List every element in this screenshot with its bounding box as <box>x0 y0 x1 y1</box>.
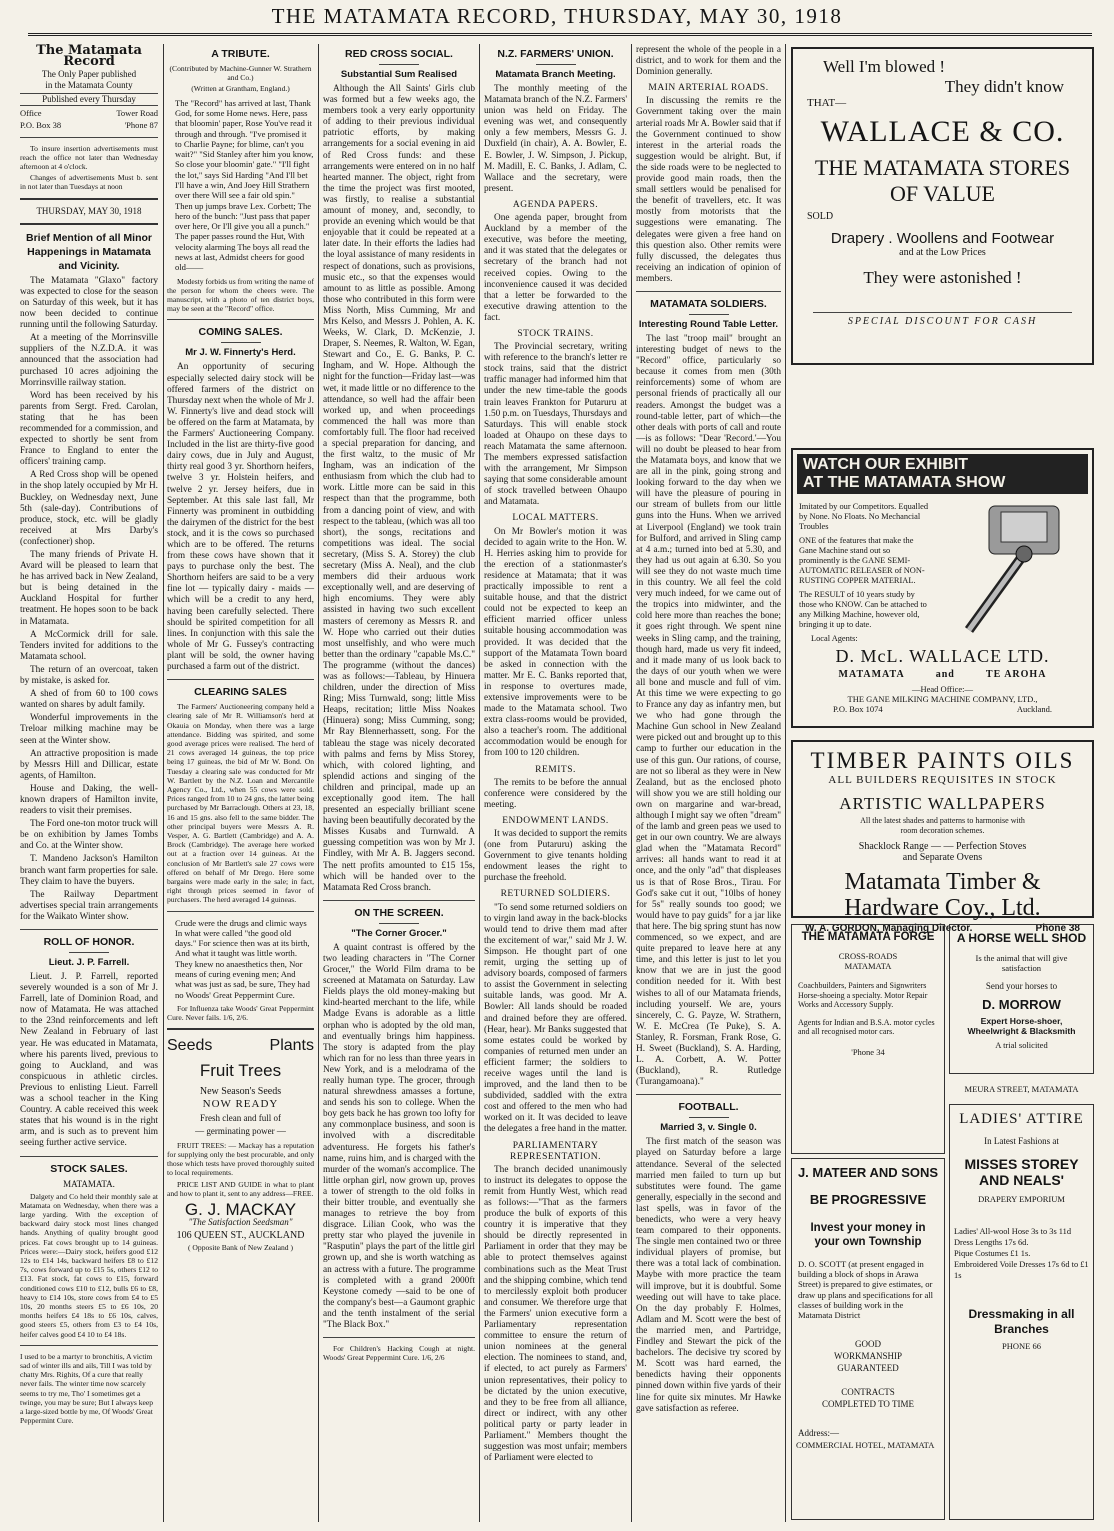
tribute-origin: (Written at Grantham, England.) <box>191 84 290 94</box>
timber-advert <box>791 740 1094 934</box>
gane-banner-line-1: WATCH OUR EXHIBIT <box>803 456 969 473</box>
remits-text: The remits to be before the annual conference were considered by the meeting. <box>484 777 627 810</box>
timber-requisites: ALL BUILDERS REQUISITES IN STOCK <box>828 774 1057 786</box>
column-4 <box>484 45 627 1521</box>
gane-banner-line-2: AT THE MATAMATA SHOW <box>803 474 1006 491</box>
stock-sales-text: Dalgety and Co held their monthly sale at Matamata on Wednesday, when there was a large yarding. With the exception of backward dairy stock most lines changed hands. Anything of quality brought good prices. Fat cows brought up to 14 guineas. Prices were:—Dairy stock, heifers good £12 12s to £14 14s, backward heifers £8 to £12 7s, cows forward up to £15 5s, others £12 to £13. Fat stock, fat cows to £15, forward conditioned cows £10 to £12, bulls £6 to £8, heavy to £14 10s, store cows from £4 to £5 10s, 20 months steers £5 to £6 10s, 20 months heifers £4 18s to £6 10s, calves, good steers £5, others from £3 to £4 10s, heifer calves good £4 10 to £4 18s. <box>20 1191 158 1339</box>
gane-city: Auckland. <box>1016 704 1052 714</box>
germination-label: — germinating power — <box>195 1125 286 1136</box>
news-item: Word has been received by his parents from Sergt. Fred. Carolan, stating that he has been recommended for a commission, and expected to shortly be sent from France to England to enter the officers' training camp. <box>20 390 158 468</box>
mackay-address: 106 QUEEN ST., AUCKLAND <box>176 1230 305 1242</box>
brief-mention-heading: Brief Mention of all Minor Happenings in Matamata and Vicinity. <box>26 231 152 272</box>
plants-label: Plants <box>269 1037 314 1055</box>
timber-director: W. A. GORDON, Managing Director. <box>805 923 973 934</box>
news-item: The many friends of Private H. Avard will be pleased to learn that he has arrived back in New Zealand, but is being detained in the Auckland Hospital for further treatment. He hopes soon to be back in Matamata. <box>20 550 158 627</box>
masthead: THE MATAMATA RECORD, THURSDAY, MAY 30, 1918 <box>271 4 843 28</box>
gane-agent-town-2: TE AROHA <box>985 669 1047 680</box>
wallace-line-1: Well I'm blowed ! <box>823 57 946 76</box>
news-item: A Red Cross shop will be opened in the shop lately occupied by Mr H. Buckley, on Wednesday next, June 5th (sale-day). Contributions of produce, stock, etc. will be gladly received at Mrs Darby's (confectioner) shop. <box>20 470 158 547</box>
wallace-astonished: They were astonished ! <box>863 268 1022 287</box>
gane-box: P.O. Box 1074 <box>833 704 883 714</box>
red-cross-heading: RED CROSS SOCIAL. <box>345 48 453 60</box>
horse-address-box <box>949 1078 1094 1100</box>
coming-sales-text: An opportunity of securing especially selected dairy stock will be offered farmers of the district on Thursday next when the whole of Mr J. W. Finnerty's live and dead stock will be offered on the farm at Matamata, by the Farmers' Auctioneering Company. Included in the list are thirty-five good dairy cows, due in July and August, thirty real good 3 yr. Shorthorn heifers, twelve 3 yr. Holstein heifers, and twelve 2 yr. Jersey heifers, due in September. At this sale last fall, Mr Finnerty was prominent in outbidding the dairymen of the district for the best stock, and it is the cows so purchased which are to be offered. The returns from these cows have shown that it pays to purchase only the best. The Shorthorn heifers are said to be a very fine lot — typically dairy - maids — which will be a credit to any herd, having been carefully selected. There should be spirited competition for all lines. In conjunction with this sale the whole of Mr G. Fussey's contracting plant will be sold, the owner having purchased a farm out of the district. <box>167 362 314 672</box>
news-item: The return of an overcoat, taken by mistake, is asked for. <box>20 664 158 687</box>
wallace-goods: Drapery . Woollens and Footwear <box>830 230 1055 247</box>
agenda-text: One agenda paper, brought from Auckland by a member of the executive, was before the meeting, and it was stated that the delegates or secretary of the branch had not received copies. Owing to the inconvenience caused it was decided that a letter be forwarded to the executive drawing attention to the fact. <box>484 213 627 323</box>
timber-wallpapers: ARTISTIC WALLPAPERS <box>839 794 1046 813</box>
wallace-discount: SPECIAL DISCOUNT FOR CASH <box>813 312 1072 327</box>
red-cross-text: Although the All Saints' Girls club was formed but a few weeks ago, the members took a very early opportunity of adding to their previous individual patriotic efforts, by making arrangements for a social evening in aid of Red Cross funds: and these arrangements were entered on in no half hearted manner. The object, right from the time the project was first mooted, was firstly, to realise a substantial amount of money, and, secondly, to provide an evening which would be that enjoyable that it could be repeated at a later date. In their efforts the ladies had the loyal assistance of many residents in respect of donations, such as provisions, music etc., so that the expenses would amount to as little as possible. Among those who contributed in this form were Miss North, Miss Cumming, Mr and Mrs Kelso, and Messrs J. Pohlen, A. K. Weeks, W. Clark, D. McKenzie, J. Draper, S. Neemes, R. Walton, W. Egan, Stewart and Co., E. G. Banks, P. C. Ingham, and W. Hope. Although the night for the function—Friday last—was wet, it made little or no difference to the attendance, so well had the affair been worked up, and when proceedings commenced the hall was more than comfortably full. The floor had received a special preparation for dancing, and the first waltz, to the music of Mr Ingham, was an indication of the enthusiasm from which the club had to work. Little more can be said in this respect than that the programme, both from a dancing point of view, and with respect to the tableau, (which was all too short), the songs, recitations and competitions was ideal. The social secretary, (Miss S. A. Storey) the club secretary (Miss A. Neal), and the club members did their arduous work exceptionally well, and are deserving of high encomiums. They were ably assisted in having two such excellent masters of ceremony as Messrs R. and W. Hope who carried out their duties most unselfishly, and who were much better than the ordinary "capable Ms.C." The programme (without the dances) was as follows:—Tableau, by Hinuera children, under the direction of Miss Ring; Miss Turnwald, song; little Miss Heaps, recitation; little Miss Noakes (Hinuera) song; Miss Cumming, song; Mr Ray Blennerhassett, song. For the tableau the stage was nicely decorated with palms and ferns by Miss Storey, which, with colored lighting, and splendid actions and singing of the children and principal, made up an exceptionally good item. The hall presented an especially brilliant scene having been beautifully decorated by the Misses Kusabs and Turnwald. A guessing competition was won by Mr J. Findley, with Mr A. B. Jaggers second. The nett profits amounted to £15 15s, which will be handed over to the Matamata Red Cross branch. <box>323 84 475 893</box>
screen-subheading: "The Corner Grocer." <box>351 927 447 939</box>
coming-sales-heading: COMING SALES. <box>198 326 283 339</box>
wallace-line-3: THAT— <box>807 97 847 109</box>
screen-heading: ON THE SCREEN. <box>354 906 444 919</box>
forge-phone: 'Phone 34 <box>851 1046 885 1057</box>
roll-of-honor-heading: ROLL OF HONOR. <box>43 936 135 949</box>
fruit-trees-label: Fruit Trees <box>199 1061 282 1081</box>
tagline: in the Matamata County <box>45 80 133 91</box>
clearing-sales-text: The Farmers' Auctioneering company held a clearing sale of Mr R. Williamson's herd at Okauia on Monday, when there was a large attendance. Bidding was spirited, and some good average prices were realised. The herd of 21 cows averaged 14 guineas, the top price being 17 guineas, the bid of Mr W. Bond. On Tuesday a clearing sale was conducted for Mr W. Bartlett by the N.Z. Loan and Mercantile Agency Co., Ltd., when 55 cows were sold. Prices ranged from 10 to 24 gns, the latter being purchased by Mr Barraclough. Others at 23, 18, 16 and 15 gns. also fell to the same bidder. The other principal buyers were Messrs A. R. Vesper, A. G. Bartlett (Cambridge) and A. A. Brock (Cambridge). The average here worked out at a fraction over 14 guineas. At the conclusion of Mr Bartlett's sale 27 cows were offered on behalf of Mr Drego. Here some bargains were made early in the sale; in fact, right through prices seemed in favor of purchasers. The herd averaged 14 guineas. <box>167 702 314 905</box>
timber-ovens: and Separate Ovens <box>902 852 983 863</box>
ladies-heading: LADIES' ATTIRE <box>959 1111 1084 1127</box>
news-item: The Railway Department advertises special train arrangements for the Waikato Winter show. <box>20 889 158 922</box>
gane-banner <box>797 454 1088 494</box>
milking-machine-illustration <box>929 498 1084 638</box>
ladies-voile: Embroidered Voile Dresses 17s 6d to £1 1s <box>954 1260 1089 1280</box>
mackay-tagline: "The Satisfaction Seedsman" <box>188 1217 293 1228</box>
soldiers-letter-heading: MATAMATA SOLDIERS. <box>650 297 767 310</box>
gane-advert <box>791 448 1094 728</box>
mateer-workmanship: GOOD WORKMANSHIP GUARANTEED <box>833 1339 902 1374</box>
tribute-heading: A TRIBUTE. <box>211 48 270 60</box>
news-item: T. Mandeno Jackson's Hamilton branch want farm properties for sale. They claim to have the buyers. <box>20 854 158 887</box>
football-heading: FOOTBALL. <box>678 1101 739 1114</box>
mackay-name: G. J. MACKAY <box>184 1199 297 1219</box>
mateer-address: COMMERCIAL HOTEL, MATAMATA <box>796 1440 935 1451</box>
ladies-pique: Pique Costumes £1 1s. <box>954 1249 1031 1258</box>
soldiers-heading: RETURNED SOLDIERS. <box>500 889 611 900</box>
news-item: The Matamata "Glaxo" factory was expected to close for the season on Saturday of this week, but it has now been decided to continue running until the following Saturday. <box>20 275 158 331</box>
news-item: A McCormick drill for sale. Tenders invited for additions to the Matamata school. <box>20 629 158 662</box>
local-heading: LOCAL MATTERS. <box>512 513 599 524</box>
wallace-stores: THE MATAMATA STORES <box>814 155 1071 180</box>
gane-company: THE GANE MILKING MACHINE COMPANY, LTD., <box>847 694 1038 704</box>
news-item: Wonderful improvements in the Treloar milking machine may be seen at the Winter show. <box>20 713 158 746</box>
coming-sales-subheading: Mr J. W. Finnerty's Herd. <box>185 347 296 359</box>
column-3 <box>323 45 475 1521</box>
box-line <box>20 120 158 131</box>
news-item: At a meeting of the Morrinsville suppliers of the N.Z.D.A. it was announced that the association had purchased 10 acres adjoining the Morrinsville railway station. <box>20 333 158 388</box>
column-divider <box>785 44 786 1522</box>
new-season-label: New Season's Seeds <box>199 1086 282 1098</box>
wallace-sold: SOLD <box>807 211 834 222</box>
farmers-union-heading: N.Z. FARMERS' UNION. <box>497 48 614 60</box>
column-2 <box>167 45 314 1521</box>
ladies-prices <box>954 1226 1089 1281</box>
remits-heading: REMITS. <box>535 764 576 775</box>
endowment-heading: ENDOWMENT LANDS. <box>502 815 609 826</box>
stock-sales-subheading: MATAMATA. <box>63 1178 115 1189</box>
gane-agent-name: D. McL. WALLACE LTD. <box>835 646 1050 666</box>
news-item: The Ford one-ton motor truck will be on exhibition by James Tombs and Co. at the Winter show. <box>20 819 158 852</box>
forge-name: THE MATAMATA FORGE <box>801 931 935 943</box>
ladies-dressmaking: Dressmaking in all Branches <box>968 1307 1075 1336</box>
influenza-note: For Influenza take Woods' Great Peppermint Cure. Never fails. 1/6, 2/6. <box>167 1003 314 1023</box>
fresh-label: Fresh clean and full of <box>200 1112 281 1123</box>
timber-company-1: Matamata Timber & <box>844 869 1041 895</box>
wallace-prices: and at the Low Prices <box>899 247 986 258</box>
office-label: Office <box>20 108 42 119</box>
roads-heading: MAIN ARTERIAL ROADS. <box>648 83 769 94</box>
soldiers-letter-subheading: Interesting Round Table Letter. <box>638 318 779 330</box>
roll-of-honor-text: Lieut. J. P. Farrell, reported severely wounded is a son of Mr J. Farrell, late of Dominion Road, and now of Matamata. He was attached to the 23nd reinforcements and left New Zealand in February of last year. He was educated in Matamata, where his parents lived, previous to going to Auckland, and was conspicuous in athletic circles. Previous to enlisting Lieut. Farrell was a school teacher in the King Country. A cable received this week states that his wound is in the right arm, and is such as to prevent him seeing further active service. <box>20 972 158 1149</box>
ladies-hose: Ladies' All-wool Hose 3s to 3s 11d <box>954 1227 1072 1236</box>
parliament-heading: PARLIAMENTARY REPRESENTATION. <box>510 1140 601 1162</box>
forge-advert <box>791 924 945 1154</box>
seeds-plants-line <box>167 1036 314 1056</box>
mackay-opposite: ( Opposite Bank of New Zealand ) <box>187 1243 293 1253</box>
stock-sales-heading: STOCK SALES. <box>50 1162 128 1175</box>
forge-services: Coachbuilders, Painters and Signwriters Horse-shoeing a specialty. Motor Repair Works and Accessory Supply. <box>798 981 928 1010</box>
horse-trial: A trial solicited <box>995 1040 1048 1050</box>
screen-text: A quaint contrast is offered by the two leading characters in "The Corner Grocer," the World Film drama to be screened at Matamata on Saturday. Law Fields plays the old money-making but kind-hearted merchant to the life, while Madge Evans is adorable as a little orphan who is adopted by the old man, and eventually brings him happiness. The story is adapted from the play which ran for no less than three years in New York, and is a melodrama of the really human type. The grocer, through natural shrewdness amasses a fortune, and sends his son to college. When the boy gets back he has grown too lofty for any commonplace business, and soon is involved with a discreditable adventuress. He forgets his father's name, ruins him, and is charged with the murder of the woman's accomplice. The little orphan girl, now grown up, proves a tower of strength to the old folks in their bitter trouble, and eventually she manages to retrieve the boy from disgrace. Lilian Cook, who was the pretty star who played the juvenile in "Rasputin" plays the part of the little girl grown up, and she is worth watching as an actress with a future. The programme is completed with a grand 2000ft Keystone comedy —said to be one of the company's best—a Gaumont graphic and the tenth instalment of the serial "The Black Box." <box>323 942 475 1331</box>
ladies-neals: AND NEALS' <box>979 1172 1064 1188</box>
forge-crossroads: CROSS-ROADS <box>838 951 898 961</box>
wallace-value: OF VALUE <box>890 181 995 206</box>
forge-town: MATAMATA <box>844 961 892 971</box>
farmers-union-subheading: Matamata Branch Meeting. <box>495 69 616 80</box>
endowment-text: It was decided to support the remits (one from Putaruru) asking the Government to give tenants holding endowment leases the right to purchase the freehold. <box>484 829 627 884</box>
red-cross-subheading: Substantial Sum Realised <box>340 69 458 80</box>
horse-animal: Is the animal that will give satisfaction <box>975 953 1068 973</box>
gane-text <box>799 498 929 644</box>
column-divider <box>163 44 164 1522</box>
column-5 <box>636 45 781 1521</box>
timber-shades: All the latest shades and patterns to harmonise with room decoration schemes. <box>860 816 1025 835</box>
tribute-note: Modesty forbids us from writing the name of the person for whom the cheers were. The manuscript, with a photo of ten district boys, may be seen at the "Record" office. <box>167 276 314 314</box>
roll-of-honor-subheading: Lieut. J. P. Farrell. <box>48 957 130 969</box>
office-value: Tower Road <box>116 108 158 119</box>
box-label: P.O. Box 38 <box>20 119 62 130</box>
hacking-cough-note: For Children's Hacking Cough at night. Woods' Great Peppermint Cure. 1/6, 2/6 <box>323 1344 475 1363</box>
ladies-storey: MISSES STOREY <box>964 1156 1079 1172</box>
peppermint-verse: I used to be a martyr to bronchitis, A victim sad of winter ills and ails, Till I was told by chatty Mrs. Righits, Of a cure that really never fails. The winter time now scarcely seems to try me, Tho' I sometimes get a twinge, you may be sure; But I always keep a large-sized bottle by me, Of Woods' Great Peppermint Cure. <box>20 1351 154 1426</box>
seeds-label: Seeds <box>167 1037 213 1055</box>
column-1 <box>20 45 158 1521</box>
insertion-note: To insure insertion advertisements must reach the office not later than Wednesday afternoon at 4 o'clock. <box>20 143 158 172</box>
trains-heading: STOCK TRAINS. <box>517 328 594 339</box>
drugs-verse: Crude were the drugs and climic ways In what were called "the good old days." For science then was at its birth, And what it taught was little worth. They knew no anaesthetics then, Nor means of curing evening men; And what was just as sad, be sure, They had no Woods' Great Peppermint Cure. <box>175 917 310 1000</box>
masthead-rule <box>28 33 1092 36</box>
tagline: The Only Paper published <box>41 69 137 80</box>
gane-agent-town-1: MATAMATA <box>838 669 905 680</box>
news-item: House and Daking, the well-known drapers of Hamilton invite, readers to visit their premises. <box>20 783 158 817</box>
football-text: The first match of the season was played on Saturday before a large attendance. Several of the selected married men failed to turn up but substitutes were found. The game generally, especially in the second and last spells, was in favor of the benedicts, who were a very heavy team compared to their opponents. The single men contained two or three individual players of promise, but there was a total lack of combination. Maybe with more practice the team will improve, but it is doubtful. Some weeding out will have to take place. On the day probably F. Holmes, Adlam and M. Scott were the best of the married men, and Partridge, Findley and Stewart the pick of the bachelors. The decisive try scored by M. Scott was hard earned, the benedicts having their opponents pinned down within five yards of their line for quite six minutes. Mr Hawke gave satisfaction as referee. <box>636 1137 781 1414</box>
forge-agents: Agents for Indian and B.S.A. motor cycles and all recognised motor cars. <box>798 1017 935 1037</box>
gane-head-office: —Head Office:— <box>912 684 973 694</box>
ladies-phone: PHONE 66 <box>1002 1341 1041 1351</box>
published-note: Published every Thursday <box>20 93 158 106</box>
tribute-poem: The "Record" has arrived at last, Thank God, for some Home news. Here, pass that bloomin' paper, Rose You've read it through and through. "I've promised it to Charlie Payne; for blime, can't you wait?" "Sid Stanley after him you know, So close your bloomin' gate." "I'll fight the lot," says Sid Harding "And I'll bet I'll have a win, And Joey Hill Strathern over there Will see a fair old spin." Then up jumps brave Lex. Corbett; The hero of the bunch: "Just pass that paper over here, Or I'll give you all a punch." The paper passes round the Hut, With velocity alarming The boys all read the news at last, Admidst cheers for good old—— <box>175 97 314 273</box>
gane-imitated: Imitated by our Competitors. Equalled by None. No Floats. No Mechancial Troubles <box>799 502 929 531</box>
local-text: On Mr Bowler's motion it was decided to again write to the Hon. W. H. Herries asking him to provide for the erection of a stationmaster's residence at Matamata; that it was practically impossible to rent a suitable house, and that the district could not be expected to keep an efficient married officer unless suitable housing accommodation was provided. It was decided that the support of the Matamata Town board be asked in connection with the matter. Mr E. C. Banks reported that, in response to overtures made, extensive improvements were to be made to the Matamata school. Two extra class-rooms would be provided, also a teacher's room. The additional accommodation would be enough for from 100 to 120 children. <box>484 526 627 759</box>
mateer-contracts: CONTRACTS COMPLETED TO TIME <box>822 1387 915 1410</box>
timber-phone: Phone 38 <box>1035 923 1080 934</box>
wallace-name: WALLACE & CO. <box>820 115 1065 148</box>
column-divider <box>631 44 632 1522</box>
mateer-scott: D. O. SCOTT (at present engaged in building a block of shops in Arawa Street) is prepared to give estimates, or draw up plans and specifications for all classes of building work in the Matamata District <box>798 1259 934 1321</box>
trains-text: The Provincial secretary, writing with reference to the branch's letter re stock trains, said that the district traffic manager had informed him that under the new time-table the goods train leaves Frankton for Putaruru at 1.50 p.m. on Tuesdays, Thursdays and Saturdays. This will enable stock loaded at Ohaupo on these days to reach Matamata the same afternoon. The members expressed satisfaction with the arrangement, Mr Simpson saying that some considerable amount of stock travelled between Ohaupo and Matamata. <box>484 342 627 508</box>
gane-agent-and: and <box>935 669 955 680</box>
horse-heading: A HORSE WELL SHOD <box>956 931 1087 945</box>
news-item: An attractive proposition is made by Messrs Hill and Dillicar, estate agents, of Hamilton. <box>20 748 158 781</box>
mateer-invest: Invest your money in your own Township <box>810 1222 926 1248</box>
horse-address: MEURA STREET, MATAMATA <box>964 1084 1079 1094</box>
wallace-advert <box>791 47 1094 365</box>
continued-text: represent the whole of the people in a district, and to work for them and the Dominion generally. <box>636 45 781 78</box>
mateer-advert <box>791 1158 945 1520</box>
roads-text: In discussing the remits re the Government taking over the main arterial roads Mr A. Bowler said that if the Government continued to show interest in the arterial roads the suggestion would be alright. But, if the side roads were to be neglected to provide good main roads, then the small settlers would be penalised for the benefit of travellers, etc. It was mostly from motorists that the suggestions were emanating. The delegates were given a free hand on this question also. Other remits were fully discussed, the delegates thus receiving an indication of opinion of members. <box>636 96 781 284</box>
gane-result: The RESULT of 10 years study by those who KNOW. Can be attached to any Milking Machine, however old, bringing it up to date. <box>799 590 927 629</box>
soldiers-letter-text: The last "troop mail" brought an interesting budget of news to the "Record" office, particularly so because it comes from men (30th reinforcements) some of whom are personal friends of practically all our readers. Amongst the budget was a round-table letter, part of which—the other deals with ports of call and route—is as follows: "Dear 'Record.'—You will no doubt be pleased to hear from the Matamata boys, and know that we are all in the pink, going strong and looking forward to the day when we will have the pleasure of pouring in our stream of bullets from our little guns into the Huns. When we arrived at Liverpool (England) we took train for Bulford, and arrived in Sling camp at 4 a.m.; turned into bed at 5.30, and they had us out again at 6.30. So you will see they do not waste much time in this country. We all feel the cold very much indeed, for we came out of the tropics into midwinter, and the cold here more than reaches the bone; it goes right through. We spent nine weeks in Sling camp, and the training, though hard, made us very fit indeed, and it made many of us look back to the days of our youth when we were all bone and muscle and full of vim. At this time we were expecting to go to France any day as infantry men, but we who had gone through the Machine Gun school in New Zealand were picked out and brought up to this camp to further our education in the use of this gun. Our rations, of course, are not so liberal as they were in New Zealand, but as the enclosed photo will show you we are still holding our own on margarine and war-bread, although I might say we often "dream" of the lamb and green peas we used to get in our own country. We are always glad when the "Matamata Record" arrives: all hands want to read it at once, and the only "ad" that displeases us is that of Rose Bros., Tirau. For God's sake cut it out, "10lbs of honey for 5s" really sounds too good; we would have to pay guids" for a jar like that here. The big spring stunt has now commenced, so we expect, and are quite prepared to leave here at any time, and this letter is just to let you know that we are in just the good condition needed for it. With best wishes to all of our Matamata friends, including yourself. We are, yours sincerely, C. G. Payze, W. Strathern, W. E. McCrea (Te Puke), S. A. Stanley, R. Forsman, Frank Rose, G. H. Sweet (Buckland), S. A. Harding, L. A. Corbett, A. W. Potter (Buckland), R. Rutledge (Turangamoana)." <box>636 333 781 1088</box>
news-item: A shed of from 60 to 100 cows wanted on shares by adult family. <box>20 689 158 711</box>
horse-send: Send your horses to <box>985 981 1058 991</box>
football-subheading: Married 3, v. Single 0. <box>660 1122 757 1134</box>
timber-shacklock: Shacklock Range — — Perfection Stoves <box>858 841 1027 852</box>
timber-company-2: Hardware Coy., Ltd. <box>844 895 1041 921</box>
phone-value: 'Phone 87 <box>124 119 158 130</box>
price-list-text: PRICE LIST AND GUIDE in what to plant and how to plant it, sent to any address—FREE. <box>167 1179 314 1198</box>
farmers-union-text: The monthly meeting of the Matamata branch of the N.Z. Farmers' union was held on Friday. The evening was wet, and consequently only a few members, Messrs G. J. Duxfield (in chair), A. A. Bowler, E. E. Bowler, J. W. Simpson, J. Pickup, M. Madill, E. C. Banks, J. Adlam, C. Wallace and the secretary, were present. <box>484 84 627 194</box>
tribute-credit: (Contributed by Machine-Gunner W. Strathern and Co.) <box>169 64 312 83</box>
gane-features: ONE of the features that make the Gane Machine stand out so prominently is the GANE SEMI-AUTOMATIC RELEASER of NON-RUSTING COPPER MATERIAL. <box>799 536 925 585</box>
timber-heading: TIMBER PAINTS OILS <box>810 748 1075 773</box>
office-line <box>20 108 158 119</box>
gane-local-agents: Local Agents: <box>811 634 858 643</box>
wallace-line-2: They didn't know <box>944 77 1064 96</box>
issue-date: THURSDAY, MAY 30, 1918 <box>36 205 142 216</box>
soldiers-text: "To send some returned soldiers on to virgin land away in the back-blocks would tend to drive them mad after the excitement of war," said Mr J. W. Simpson. He thought part of one remit, urging the setting up of advisory boards, composed of farmers to assist the Government in selecting suitable lands, was good. Mr A. Bowler: All lands should be roaded and drained before they are offered. (Hear, hear). Mr Banks suggested that some estates could be worked by companies of returned men under an efficient farmer; the soldiers to receive wages until the land is improved, and the land then to be subdivided, saddled with the extra cost and offered to the men who had worked on it. It was decided to leave the delegates a free hand in the matter. <box>484 902 628 1135</box>
column-divider <box>318 44 319 1522</box>
horse-advert <box>949 924 1094 1074</box>
clearing-sales-heading: CLEARING SALES <box>194 686 287 699</box>
column-divider <box>479 44 480 1522</box>
changes-note: Changes of advertisements Must b. sent in not later than Tuesdays at noon <box>20 173 158 192</box>
agenda-heading: AGENDA PAPERS. <box>512 199 599 210</box>
parliament-text: The branch decided unanimously to instruct its delegates to oppose the remit from Huntly West, which read as follows:—"That as the farmers produce the bulk of exports of this country it is imperative that they should be directly represented in Parliament in order that they may be able to protect themselves against combinations such as the Meat Trust and the shipping combine, which tend to mercilessly exploit both producer and consumer. We therefore urge that the Farmers' union executive form a Parliamentary representation committee to ensure the return of union nominees at the general election. The nominees to stand, and, if elected, to act purely as Farmers' union representatives, their policy to be dictated by the union executive, and they to be free from all alliance, direct or indirect, with any other political party or party leader in Parliament." Members thought the suggestion was most unfair; members of Parliament were elected to <box>484 1164 627 1464</box>
mateer-address-label: Address:— <box>798 1428 839 1439</box>
fruit-trees-text: FRUIT TREES: — Mackay has a reputation for supplying only the best procurable, and only those which tests have proved thoroughly suited to local requirements. <box>167 1140 314 1178</box>
horse-expert: Expert Horse-shoer, Wheelwright & Blacksmith <box>967 1016 1076 1036</box>
ladies-emporium: DRAPERY EMPORIUM <box>978 1194 1065 1204</box>
ladies-fashions: In Latest Fashions at <box>984 1136 1059 1146</box>
ladies-advert <box>949 1104 1094 1520</box>
mateer-progressive: BE PROGRESSIVE <box>809 1192 927 1207</box>
ladies-dress: Dress Lengths 17s 6d. <box>954 1238 1029 1247</box>
horse-morrow: D. MORROW <box>982 997 1061 1012</box>
mateer-name: J. MATEER AND SONS <box>797 1165 939 1180</box>
now-ready-label: NOW READY <box>202 1098 279 1111</box>
paper-title: The Matamata Record <box>36 43 142 70</box>
